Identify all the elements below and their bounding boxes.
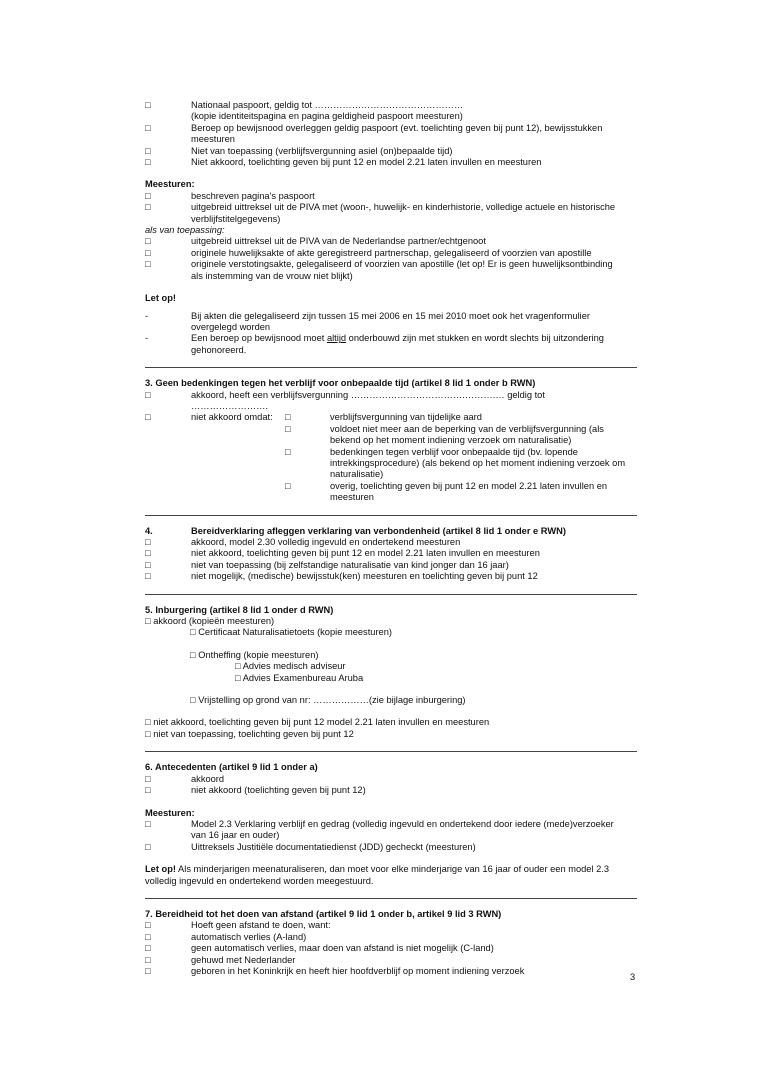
item-text: Nationaal paspoort, geldig tot ………………………………………… bbox=[191, 100, 464, 110]
checkbox-row bbox=[145, 920, 637, 931]
checkbox-row bbox=[145, 412, 637, 423]
item-text: niet akkoord, toelichting geven bij punt 12 en model 2.21 laten invullen en meesturen bbox=[191, 548, 540, 559]
checkbox-row bbox=[145, 616, 637, 627]
checkbox-row bbox=[145, 717, 637, 728]
checkbox-row bbox=[145, 123, 637, 134]
checkbox-row bbox=[145, 774, 637, 785]
checkbox-icon[interactable]: □ bbox=[145, 818, 151, 829]
meesturen-heading: Meesturen: bbox=[145, 179, 195, 190]
section-title-text: Bereidverklaring afleggen verklaring van verbondenheid (artikel 8 lid 1 onder e RWN) bbox=[191, 525, 566, 536]
checkbox-row bbox=[145, 248, 637, 259]
item-text: geboren in het Koninkrijk en heeft hier hoofdverblijf op moment indiening verzoek bbox=[191, 965, 525, 976]
checkbox-icon[interactable]: □ bbox=[145, 100, 151, 110]
checkbox-icon[interactable]: □ bbox=[145, 548, 151, 559]
checkbox-row bbox=[145, 943, 637, 954]
checkbox-icon[interactable]: □ bbox=[145, 717, 151, 728]
item-text: meesturen bbox=[191, 134, 235, 145]
section-3-title: 3. Geen bedenkingen tegen het verblijf voor onbepaalde tijd (artikel 8 lid 1 onder b RWN) bbox=[145, 378, 536, 389]
dash-bullet: - bbox=[145, 310, 149, 321]
checkbox-icon[interactable]: □ bbox=[190, 649, 196, 660]
item-text: akkoord, heeft een verblijfsvergunning ……………………………….……….… geldig tot bbox=[191, 389, 545, 400]
checkbox-row bbox=[190, 695, 637, 706]
item-text: ……………………. bbox=[191, 400, 268, 411]
checkbox-row bbox=[145, 966, 637, 977]
section-7-title: 7. Bereidheid tot het doen van afstand (artikel 9 lid 1 onder b, artikel 9 lid 3 RWN) bbox=[145, 908, 502, 919]
als-van-toepassing-label: als van toepassing: bbox=[145, 225, 225, 236]
item-text: geen automatisch verlies, maar doen van afstand is niet mogelijk (C-land) bbox=[191, 943, 494, 954]
dash-bullet: - bbox=[145, 333, 149, 344]
item-text: uitgebreid uittreksel uit de PIVA van de Nederlandse partner/echtgenoot bbox=[191, 236, 486, 247]
checkbox-icon[interactable]: □ bbox=[145, 190, 151, 201]
section-number: 4. bbox=[145, 525, 153, 536]
checkbox-row bbox=[145, 785, 637, 796]
document-page bbox=[145, 100, 637, 977]
checkbox-row bbox=[145, 955, 637, 966]
item-text: uitgebreid uittreksel uit de PIVA met (woon-, huwelijk- en kinderhistorie, volledige actuele en historische bbox=[191, 202, 616, 213]
page-number: 3 bbox=[630, 972, 636, 982]
checkbox-icon[interactable]: □ bbox=[145, 157, 151, 168]
checkbox-icon[interactable]: □ bbox=[285, 423, 291, 434]
checkbox-row bbox=[235, 661, 637, 672]
checkbox-icon[interactable]: □ bbox=[285, 480, 291, 491]
checkbox-icon[interactable]: □ bbox=[145, 559, 151, 570]
item-text: naturalisatie) bbox=[330, 469, 384, 480]
checkbox-row bbox=[145, 537, 637, 548]
checkbox-row bbox=[145, 259, 637, 270]
checkbox-row bbox=[235, 673, 637, 684]
checkbox-icon[interactable]: □ bbox=[145, 785, 151, 796]
checkbox-row bbox=[145, 548, 637, 559]
underlined-word: altijd bbox=[326, 333, 347, 344]
item-text: beschreven pagina's paspoort bbox=[191, 190, 315, 201]
section-divider bbox=[145, 594, 637, 595]
item-text: verblijfstitelgegevens) bbox=[191, 213, 281, 224]
checkbox-row bbox=[145, 571, 637, 582]
checkbox-icon[interactable]: □ bbox=[145, 841, 151, 852]
checkbox-icon[interactable]: □ bbox=[145, 920, 151, 931]
item-text: niet akkoord, toelichting geven bij punt 12 model 2.21 laten invullen en meesturen bbox=[153, 717, 490, 728]
checkbox-icon[interactable]: □ bbox=[145, 145, 151, 156]
checkbox-icon[interactable]: □ bbox=[145, 965, 151, 976]
checkbox-icon[interactable]: □ bbox=[190, 695, 196, 706]
checkbox-icon[interactable]: □ bbox=[145, 943, 151, 954]
item-text: overgelegd worden bbox=[191, 321, 271, 332]
section-divider bbox=[145, 515, 637, 516]
item-text: overig, toelichting geven bij punt 12 en model 2.21 laten invullen en bbox=[330, 480, 608, 491]
checkbox-row bbox=[145, 390, 637, 401]
checkbox-icon[interactable]: □ bbox=[145, 389, 151, 400]
checkbox-icon[interactable]: □ bbox=[145, 236, 151, 247]
item-text: niet mogelijk, (medische) bewijsstuk(ken) meesturen en toelichting geven bij punt 12 bbox=[191, 571, 538, 582]
section-6-title: 6. Antecedenten (artikel 9 lid 1 onder a) bbox=[145, 762, 318, 773]
checkbox-icon[interactable]: □ bbox=[145, 571, 151, 582]
section-5-title: 5. Inburgering (artikel 8 lid 1 onder d RWN) bbox=[145, 604, 334, 615]
checkbox-icon[interactable]: □ bbox=[145, 537, 151, 547]
checkbox-icon[interactable]: □ bbox=[145, 122, 151, 133]
item-text: akkoord, model 2.30 volledig ingevuld en ondertekend meesturen bbox=[191, 537, 461, 547]
section-divider bbox=[145, 367, 637, 368]
checkbox-row bbox=[145, 560, 637, 571]
item-text: verblijfsvergunning van tijdelijke aard bbox=[330, 412, 482, 423]
checkbox-row bbox=[145, 236, 637, 247]
item-text: Certificaat Naturalisatietoets (kopie meesturen) bbox=[198, 627, 392, 638]
checkbox-icon[interactable]: □ bbox=[145, 773, 151, 784]
item-text: niet van toepassing, toelichting geven bij punt 12 bbox=[153, 728, 354, 739]
item-text: Ontheffing (kopie meesturen) bbox=[198, 649, 319, 660]
checkbox-row bbox=[145, 146, 637, 157]
checkbox-row bbox=[145, 729, 637, 740]
checkbox-icon[interactable]: □ bbox=[235, 672, 241, 683]
meesturen-heading: Meesturen: bbox=[145, 807, 195, 818]
item-text: gehonoreerd. bbox=[191, 344, 247, 355]
checkbox-icon[interactable]: □ bbox=[285, 446, 291, 457]
item-text: Beroep op bewijsnood overleggen geldig paspoort (evt. toelichting geven bij punt 12), bewijsstukken bbox=[191, 122, 603, 133]
item-text: originele huwelijksakte of akte geregistreerd partnerschap, gelegaliseerd of voorzien van apostille bbox=[191, 247, 592, 258]
checkbox-icon[interactable]: □ bbox=[145, 931, 151, 942]
checkbox-icon[interactable]: □ bbox=[235, 661, 241, 672]
item-text: niet akkoord (toelichting geven bij punt 12) bbox=[191, 785, 366, 796]
checkbox-icon[interactable]: □ bbox=[285, 412, 291, 423]
item-text: van 16 jaar en ouder) bbox=[191, 830, 280, 841]
item-text: bedenkingen tegen verblijf voor onbepaalde tijd (bv. lopende bbox=[330, 446, 578, 457]
item-text: Een beroep op bewijsnood moet bbox=[191, 333, 327, 344]
checkbox-icon[interactable]: □ bbox=[190, 627, 196, 638]
item-text: Model 2.3 Verklaring verblijf en gedrag (volledig ingevuld en ondertekend door iedere (mede)verzoeker bbox=[191, 818, 614, 829]
item-text: gehuwd met Nederlander bbox=[191, 954, 296, 965]
checkbox-row bbox=[145, 842, 637, 853]
checkbox-row bbox=[145, 191, 637, 202]
item-text: (kopie identiteitspagina en pagina geldigheid paspoort meesturen) bbox=[191, 111, 463, 122]
checkbox-icon[interactable]: □ bbox=[145, 202, 151, 213]
item-text: automatisch verlies (A-land) bbox=[191, 931, 307, 942]
item-text: originele verstotingsakte, gelegaliseerd of voorzien van apostille (let op! Er is geen huwelijksontbinding bbox=[191, 259, 613, 270]
item-text: Bij akten die gelegaliseerd zijn tussen 15 mei 2006 en 15 mei 2010 moet ook het vragenformulier bbox=[191, 310, 590, 321]
item-text: Hoeft geen afstand te doen, want: bbox=[191, 920, 331, 931]
letop-text: Als minderjarigen meenaturaliseren, dan moet voor elke minderjarige van 16 jaar of ouder een model 2.3 bbox=[175, 864, 610, 875]
checkbox-icon[interactable]: □ bbox=[145, 954, 151, 965]
item-text: niet van toepassing (bij zelfstandige naturalisatie van kind jonger dan 16 jaar) bbox=[191, 559, 509, 570]
item-text: als instemming van de vrouw niet blijkt) bbox=[191, 270, 353, 281]
checkbox-icon[interactable]: □ bbox=[145, 259, 151, 270]
checkbox-icon[interactable]: □ bbox=[145, 247, 151, 258]
checkbox-icon[interactable]: □ bbox=[145, 412, 151, 423]
section-divider bbox=[145, 751, 637, 752]
item-text: bekend op het moment indiening verzoek om naturalisatie) bbox=[330, 435, 572, 446]
letop-heading: Let op! bbox=[145, 293, 176, 304]
item-text: Uittreksels Justitiële documentatiedienst (JDD) gecheckt (meesturen) bbox=[191, 841, 476, 852]
section-divider bbox=[145, 898, 637, 899]
item-text: Advies medisch adviseur bbox=[242, 661, 346, 672]
item-text: Advies Examenbureau Aruba bbox=[242, 672, 364, 683]
item-text: akkoord (kopieën meesturen) bbox=[153, 616, 275, 627]
letop-text: volledig ingevuld en ondertekend worden meegestuurd. bbox=[145, 875, 374, 886]
checkbox-row bbox=[145, 100, 637, 111]
letop-note bbox=[145, 864, 637, 875]
item-text: akkoord bbox=[191, 773, 225, 784]
item-text: onderbouwd zijn met stukken en wordt slechts bij uitzondering bbox=[346, 333, 604, 344]
item-text: Vrijstelling op grond van nr: ………………(zie bijlage inburgering) bbox=[198, 695, 466, 706]
item-text: Niet van toepassing (verblijfsvergunning asiel (on)bepaalde tijd) bbox=[191, 145, 453, 156]
item-text: meesturen bbox=[330, 492, 374, 503]
item-text: niet akkoord omdat: bbox=[191, 412, 273, 423]
section-4-title bbox=[145, 526, 637, 537]
item-text: Niet akkoord, toelichting geven bij punt 12 en model 2.21 laten invullen en meesturen bbox=[191, 157, 542, 168]
item-text: voldoet niet meer aan de beperking van de verblijfsvergunning (als bbox=[330, 423, 604, 434]
checkbox-icon[interactable]: □ bbox=[145, 728, 151, 739]
checkbox-row bbox=[145, 202, 637, 213]
checkbox-icon[interactable]: □ bbox=[145, 616, 151, 627]
checkbox-row bbox=[145, 932, 637, 943]
checkbox-row bbox=[145, 157, 637, 168]
letop-label: Let op! bbox=[145, 864, 176, 875]
item-text: intrekkingsprocedure) (als bekend op het moment indiening verzoek om bbox=[330, 457, 626, 468]
checkbox-row bbox=[190, 650, 637, 661]
checkbox-row bbox=[190, 627, 637, 638]
checkbox-row bbox=[145, 819, 637, 830]
